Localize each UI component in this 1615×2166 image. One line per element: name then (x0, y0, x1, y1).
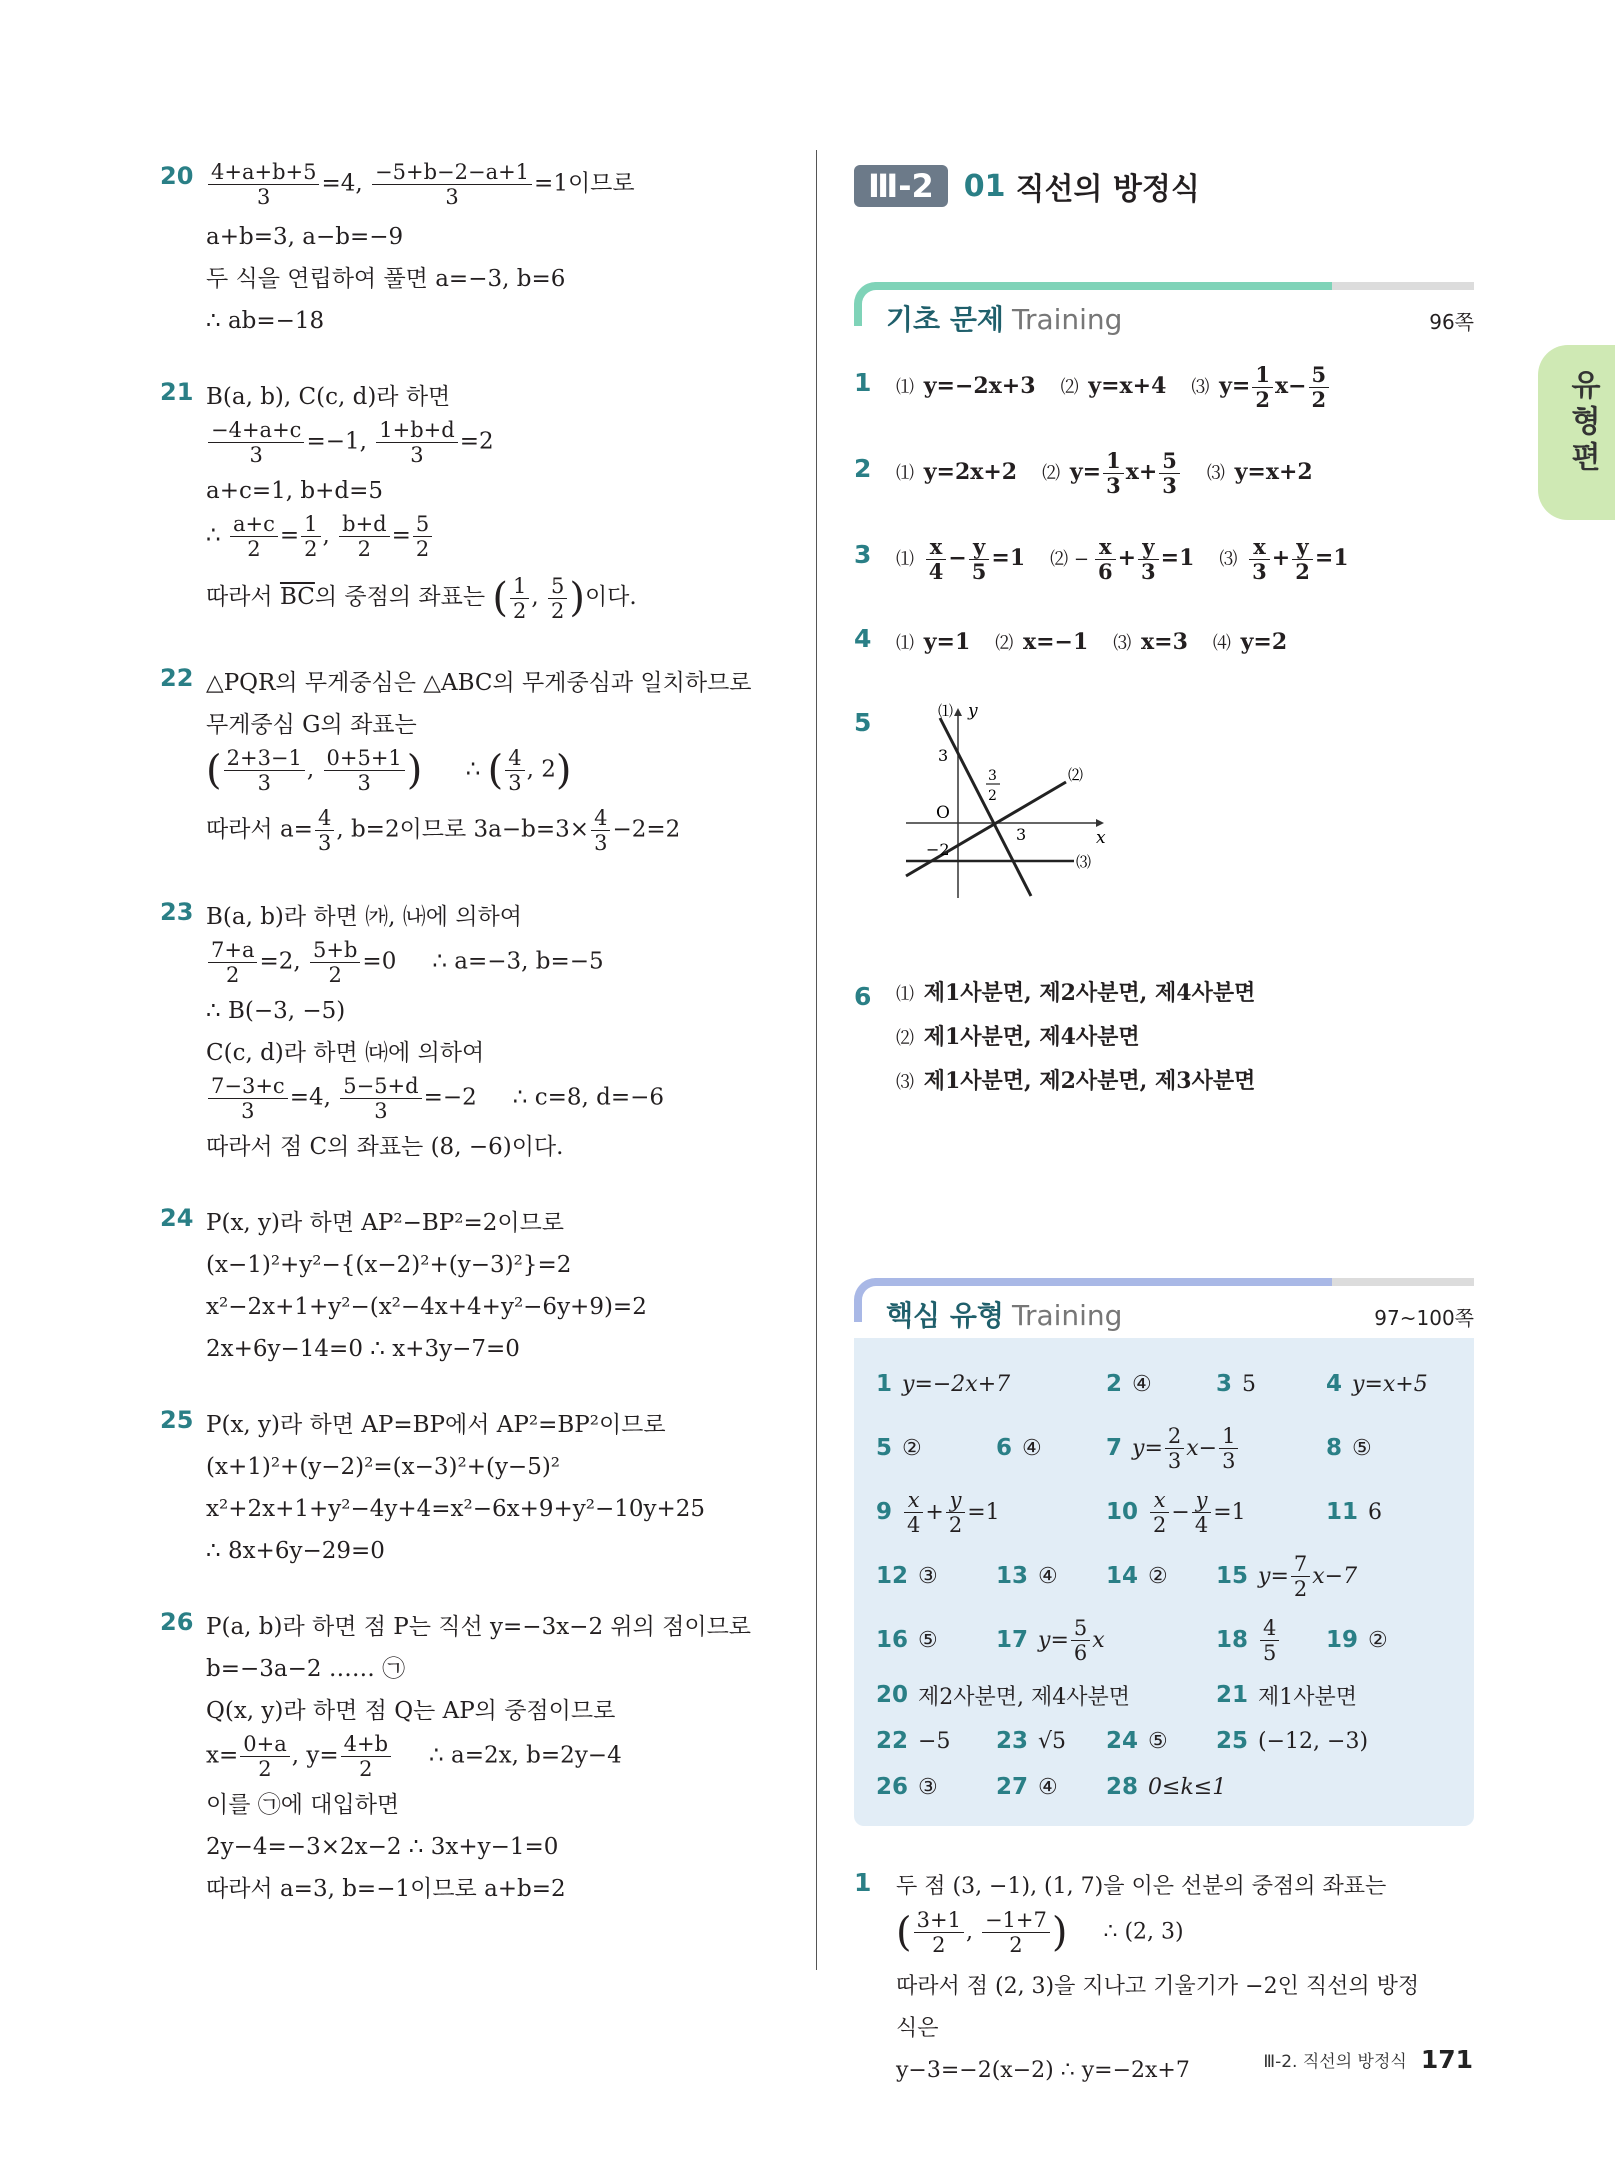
frac-num: b+d (339, 512, 389, 537)
frac-num: 5−5+d (340, 1074, 421, 1099)
text: 이다. (584, 584, 637, 610)
line: P(x, y)라 하면 AP=BP에서 AP²=BP²이므로 (206, 1412, 666, 1438)
frac-num: a+c (230, 512, 278, 537)
line: 두 점 (3, −1), (1, 7)을 이은 선분의 중점의 좌표는 (896, 1874, 1387, 1899)
problem-26 (160, 1606, 800, 1910)
page-reference: 96쪽 (1429, 310, 1474, 334)
line-graph (896, 698, 1156, 908)
neg2-label: −2 (926, 840, 950, 859)
frac-den: 3 (594, 831, 608, 855)
problem-20 (160, 160, 800, 342)
frac-num: 4 (591, 806, 610, 831)
problem-number: 25 (160, 1406, 194, 1434)
line: (x+1)²+(y−2)²=(x−3)²+(y−5)² (206, 1454, 561, 1480)
frac-num: 2+3−1 (224, 746, 305, 771)
text: ∴ (206, 522, 228, 549)
text: =4, (289, 1084, 339, 1111)
footer-text: Ⅲ-2. 직선의 방정식 (1263, 2052, 1407, 2072)
side-tab-label: 유형편 (1565, 369, 1600, 477)
text: ∴ c=8, d=−6 (512, 1084, 665, 1111)
label-1: ⑴ (938, 702, 954, 720)
line: ∴ 8x+6y−29=0 (206, 1538, 385, 1564)
x-label: x (1096, 828, 1106, 848)
problem-number: 23 (160, 898, 194, 926)
equation-line (206, 1732, 800, 1784)
equation-line (206, 160, 800, 216)
line: x²+2x+1+y²−4y+4=x²−6x+9+y²−10y+25 (206, 1496, 706, 1522)
frac-den: 2 (415, 537, 430, 561)
text: 의 중점의 좌표는 (314, 584, 493, 610)
problem-number: 5 (854, 708, 872, 737)
frac-den: 3 (249, 443, 263, 467)
frac-den: 3 (317, 831, 332, 855)
line: C(c, d)라 하면 ㈐에 의하여 (206, 1040, 485, 1066)
chapter-badge: Ⅲ-2 (854, 165, 948, 207)
problem-22 (160, 662, 800, 862)
chapter-header (854, 160, 1474, 212)
line: 2x+6y−14=0 ∴ x+3y−7=0 (206, 1336, 520, 1362)
line: b=−3a−2 …… ㉠ (206, 1656, 406, 1682)
text: ∴ a=−3, b=−5 (432, 948, 604, 975)
problem-number: 6 (854, 982, 872, 1011)
problem-21 (160, 376, 800, 628)
problem-25 (160, 1404, 800, 1572)
frac-den: 3 (241, 1099, 255, 1123)
problem-number: 1 (854, 368, 872, 397)
line: 이를 ㉠에 대입하면 (206, 1792, 400, 1818)
answer-text: 제1사분면, 제2사분면, 제4사분면 (923, 980, 1256, 1006)
text: =2 (459, 428, 494, 455)
frac-den: 3 (257, 771, 271, 795)
frac-den: 3 (410, 443, 424, 467)
side-tab[interactable] (1538, 345, 1615, 520)
problem-number: 20 (160, 162, 194, 190)
core-answer-box: 1 y=−2x+7 2 ④ 3 5 4 y=x+5 5 ② 6 ④ 7 y= $\frac{2}{3}$ x− $\frac{1}{3}$ 8 ⑤ 9 x 4 + $\frac{y}{2}$ =1 10 x 2 − $\frac{y}{4}$ =1 11 6 12 ③ 13 ④ 14 ② 15 y= $\frac{7}{2}$ x−7 16 ⑤ 17 y= $\frac{5}{6}$ x 18 4 5 19 ② 20 제2사분면, 제4사분면 21 제1사분면 22 −5 23 √5 24 ⑤ 25 (−12, −3) 26 ③ 27 ④ 28 0≤k≤1 (854, 1338, 1474, 1826)
frac-den: 2 (247, 537, 261, 561)
equation-line (206, 418, 800, 470)
line: 무게중심 G의 좌표는 (206, 712, 417, 738)
frac-den: 3 (508, 771, 522, 795)
line: B(a, b)라 하면 ㈎, ㈏에 의하여 (206, 904, 522, 930)
frac-num: 4+a+b+5 (208, 160, 319, 185)
label-3: ⑶ (1076, 853, 1092, 871)
frac-den: 2 (988, 788, 997, 804)
page-footer (1263, 2045, 1473, 2074)
line: (x−1)²+y²−{(x−2)²+(y−3)²}=2 (206, 1252, 572, 1278)
basic-answer-3: 3 ⑴ $\frac{x}{4}$ − $\frac{y}{5}$ =1 ⑵ − $\frac{x}{6}$ + $\frac{y}{3}$ =1 ⑶ $\frac{x}{3}$ + $\frac{y}{2}$ =1 (854, 533, 1349, 584)
line: Q(x, y)라 하면 점 Q는 AP의 중점이므로 (206, 1698, 616, 1724)
graph-line-1 (940, 718, 1031, 896)
frac-num: −5+b−2−a+1 (372, 160, 532, 185)
line: 따라서 점 C의 좌표는 (8, −6)이다. (206, 1134, 564, 1160)
line: P(a, b)라 하면 점 P는 직선 y=−3x−2 위의 점이므로 (206, 1614, 752, 1640)
line: B(a, b), C(c, d)라 하면 (206, 384, 451, 410)
line: ∴ B(−3, −5) (206, 998, 346, 1024)
frac-num: 1+b+d (376, 418, 457, 443)
problem-number: 26 (160, 1608, 194, 1636)
label-2: ⑵ (1068, 766, 1084, 784)
text: 따라서 (206, 584, 280, 610)
problem-number: 1 (854, 1868, 872, 1897)
frac-den: 3 (357, 771, 371, 795)
line: a+c=1, b+d=5 (206, 478, 384, 504)
line: P(x, y)라 하면 AP²−BP²=2이므로 (206, 1210, 565, 1236)
equation-line (206, 938, 800, 990)
problem-number: 22 (160, 664, 194, 692)
line: 따라서 점 (2, 3)을 지나고 기울기가 −2인 직선의 방정 (896, 1974, 1420, 1999)
frac-den: 3 (374, 1099, 388, 1123)
equation-line: 따라서 $\overline{BC}$의 중점의 좌표는 ( $\frac{1}{2}$ , $\frac{5}{2}$ )이다. (206, 573, 637, 623)
frac-num: 1 (301, 512, 320, 537)
core-section-header (854, 1278, 1474, 1338)
frac-den: 2 (357, 537, 372, 561)
section-title: 직선의 방정식 (1015, 172, 1200, 207)
frac-den: 3 (257, 185, 271, 209)
frac-den: 2 (512, 598, 527, 623)
line: ∴ ab=−18 (206, 308, 325, 334)
y-label: y (968, 701, 978, 721)
text: , y= (291, 1742, 339, 1769)
frac-num: 7−3+c (208, 1074, 288, 1099)
line: △PQR의 무게중심은 △ABC의 무게중심과 일치하므로 (206, 670, 752, 696)
section-number: 01 (963, 168, 1006, 204)
frac-den: 2 (258, 1757, 272, 1781)
text: 따라서 a= (206, 816, 313, 843)
answer-text: 제1사분면, 제4사분면 (923, 1024, 1140, 1050)
text: =−1, (306, 428, 375, 455)
line: 식은 (896, 2016, 939, 2041)
line: 두 식을 연립하여 풀면 a=−3, b=6 (206, 266, 566, 292)
frac-den: 2 (328, 963, 342, 987)
basic-answer-4: 4 ⑴ y=1 ⑵ x=−1 ⑶ x=3 ⑷ y=2 (854, 624, 1288, 655)
frac-num: 0+a (240, 1732, 289, 1757)
text: x= (206, 1742, 239, 1769)
line: y−3=−2(x−2) ∴ y=−2x+7 (896, 2058, 1190, 2083)
origin-label: O (936, 803, 950, 823)
page-reference: 97~100쪽 (1374, 1306, 1474, 1330)
frac-den: 2 (226, 963, 240, 987)
page-number: 171 (1420, 2045, 1473, 2074)
text: ∴ a=2x, b=2y−4 (429, 1742, 622, 1769)
problem-number: 21 (160, 378, 194, 406)
frac-num: 5 (548, 574, 567, 599)
x-arrow-icon (1096, 819, 1104, 827)
problem-23 (160, 896, 800, 1168)
right-column (854, 160, 1474, 2116)
frac-num: 5+b (310, 938, 360, 963)
left-column (160, 160, 800, 1944)
problem-number: 2 (854, 454, 872, 483)
frac-den: 2 (550, 598, 565, 623)
column-divider (816, 150, 817, 1970)
frac-num: 7+a (208, 938, 257, 963)
section-heading: 기초 문제 Training (886, 303, 1123, 336)
text: =4, (321, 170, 371, 197)
answer-text: 제1사분면, 제2사분면, 제3사분면 (923, 1068, 1256, 1094)
frac-num: 0+5+1 (324, 746, 405, 771)
text: =−2 (423, 1084, 477, 1111)
problem-number: 24 (160, 1204, 194, 1232)
line: 따라서 a=3, b=−1이므로 a+b=2 (206, 1876, 566, 1902)
frac-den: 2 (359, 1757, 373, 1781)
segment-bc: $\overline{BC}$ (279, 584, 315, 610)
frac-num: 1 (510, 574, 529, 599)
equation-line: ( $\frac{2+3-1}{3}$ , $\frac{0+5+1}{3}$ ) ∴ ( $\frac{4}{3}$ , 2) (206, 746, 572, 795)
frac-num: 5 (413, 512, 432, 537)
x-intercept-label: 3 (1016, 825, 1027, 844)
frac-num: 4 (315, 806, 334, 831)
line: 2y−4=−3×2x−2 ∴ 3x+y−1=0 (206, 1834, 559, 1860)
problem-24 (160, 1202, 800, 1370)
line: a+b=3, a−b=−9 (206, 224, 404, 250)
basic-answer-1: 1 ⑴ y=−2x+3 ⑵ y=x+4 ⑶ y= $\frac{1}{2}$ x− $\frac{5}{2}$ (854, 358, 1474, 418)
equation-line (206, 806, 800, 862)
frac-num: 3 (988, 768, 997, 784)
basic-answer-5 (854, 698, 1474, 948)
equation-line (206, 1074, 800, 1126)
frac-num: 4 (505, 746, 524, 771)
y-intercept-label: 3 (938, 746, 949, 765)
frac-den: 3 (445, 185, 459, 209)
text: , b=2이므로 3a−b=3× (336, 816, 590, 843)
line: x²−2x+1+y²−(x²−4x+4+y²−6y+9)=2 (206, 1294, 647, 1320)
text: =2, (259, 948, 309, 975)
text: 2 (541, 756, 556, 783)
frac-num: −4+a+c (208, 418, 304, 443)
problem-number: 4 (854, 624, 872, 653)
basic-answer-2: 2 ⑴ y=2x+2 ⑵ y= $\frac{1}{3}$ x+ $\frac{5}{3}$ ⑶ y=x+2 (854, 447, 1313, 498)
frac-num: 4+b (341, 1732, 391, 1757)
section-heading: 핵심 유형 Training (886, 1299, 1123, 1332)
equation-line: ∴ $\frac{a+c}{2}$ = $\frac{1}{2}$ , $\frac{b+d}{2}$ = $\frac{5}{2}$ (206, 512, 800, 566)
text: =1이므로 (534, 170, 635, 197)
text: =0 (362, 948, 397, 975)
frac-den: 2 (304, 537, 318, 561)
equation-line: ( $\frac{3+1}{2}$ , $\frac{-1+7}{2}$ ) ∴ (2, 3) (896, 1908, 1184, 1957)
problem-number: 3 (854, 540, 872, 569)
y-arrow-icon (954, 708, 962, 716)
basic-section-header (854, 282, 1474, 342)
text: −2=2 (612, 816, 681, 843)
basic-answer-6: 6 ⑴ 제1사분면, 제2사분면, 제4사분면 ⑵ 제1사분면, 제4사분면 ⑶ 제1사분면, 제2사분면, 제3사분면 (854, 980, 1256, 1094)
